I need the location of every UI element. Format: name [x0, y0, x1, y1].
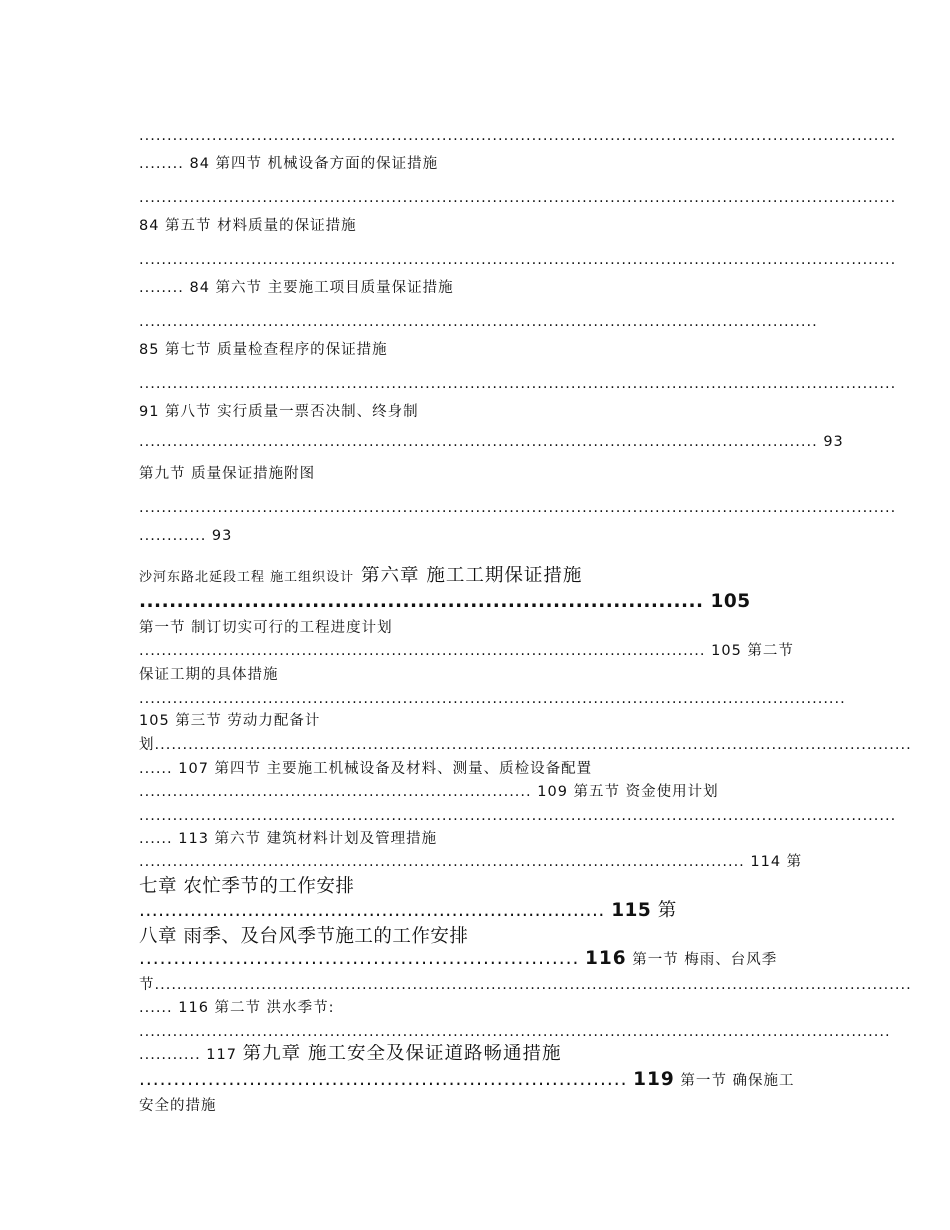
- toc-entry: ........... 117: [139, 1047, 243, 1063]
- toc-entry: ...................................................................... 109 第五节 资金使用计划: [139, 784, 719, 800]
- chapter-title: 第六章 施工工期保证措施: [354, 566, 583, 586]
- chapter-header-line: [139, 566, 582, 588]
- toc-leader-line: .......................................................................................................................................: [139, 808, 897, 824]
- toc-entry: 84 第五节 材料质量的保证措施: [139, 218, 357, 234]
- project-title: 沙河东路北延段工程 施工组织设计: [139, 570, 355, 585]
- toc-leader-line: ..............................................................................................................................: [139, 691, 846, 707]
- chapter-page-number: 119: [633, 1070, 675, 1090]
- chapter-dots: .........................................................................: [139, 900, 605, 921]
- chapter-page-number: 105: [710, 591, 751, 612]
- chapter-dots: .......................................................................: [139, 1070, 628, 1090]
- chapter-leader-line: [139, 949, 777, 970]
- toc-leader-line: .........................................................................................................................: [139, 314, 818, 330]
- toc-entry: ...... 107 第四节 主要施工机械设备及材料、测量、质检设备配置: [139, 761, 593, 777]
- toc-entry: 划.......................................................................................................................................: [139, 737, 912, 753]
- toc-entry: 第一节 确保施工: [674, 1073, 795, 1089]
- toc-entry: 安全的措施: [139, 1098, 217, 1114]
- toc-leader-line: .......................................................................................................................................: [139, 500, 897, 516]
- toc-entry: ..................................................................................................... 105 第二节: [139, 643, 794, 659]
- toc-entry: ...... 116 第二节 洪水季节:: [139, 1000, 335, 1016]
- toc-entry: 节.......................................................................................................................................: [139, 977, 912, 993]
- chapter-page-number: 115: [611, 900, 652, 921]
- chapter-title: 七章 农忙季节的工作安排: [139, 876, 355, 897]
- chapter-dots: ................................................................: [139, 949, 580, 969]
- toc-entry: ............ 93: [139, 528, 233, 544]
- chapter-page-number: 116: [584, 949, 627, 969]
- chapter-leader-line: [139, 1070, 794, 1091]
- toc-entry: ......................................................................................................................... 93: [139, 434, 844, 450]
- toc-leader-line: .......................................................................................................................................: [139, 128, 897, 144]
- chapter-leader-line: [139, 899, 677, 923]
- chapter-title: 八章 雨季、及台风季节施工的工作安排: [139, 926, 469, 947]
- toc-entry: ........ 84 第六节 主要施工项目质量保证措施: [139, 280, 454, 296]
- toc-entry: 第一节 制订切实可行的工程进度计划: [139, 620, 393, 636]
- chapter-dots: ...........................................................................: [139, 591, 704, 612]
- toc-leader-line: .......................................................................................................................................: [139, 190, 897, 206]
- toc-leader-line: ......................................................................................................................................: [139, 1024, 891, 1040]
- toc-entry: 第一节 梅雨、台风季: [626, 952, 778, 968]
- toc-entry-with-chapter: [139, 1044, 562, 1065]
- toc-entry: ........ 84 第四节 机械设备方面的保证措施: [139, 156, 439, 172]
- toc-entry: 85 第七节 质量检查程序的保证措施: [139, 342, 388, 358]
- chapter-title: 第九章 施工安全及保证道路畅通措施: [242, 1044, 562, 1064]
- toc-entry: 保证工期的具体措施: [139, 667, 279, 683]
- toc-leader-line: .......................................................................................................................................: [139, 376, 897, 392]
- toc-entry: 105 第三节 劳动力配备计: [139, 713, 321, 729]
- toc-leader-line: .......................................................................................................................................: [139, 252, 897, 268]
- chapter-label-continued: 第: [651, 900, 677, 921]
- toc-entry: ...... 113 第六节 建筑材料计划及管理措施: [139, 831, 438, 847]
- toc-entry: 91 第八节 实行质量一票否决制、终身制: [139, 404, 419, 420]
- toc-entry: 第九节 质量保证措施附图: [139, 466, 316, 482]
- toc-entry: ............................................................................................................ 114 第: [139, 854, 803, 870]
- chapter-leader-line: [139, 590, 751, 614]
